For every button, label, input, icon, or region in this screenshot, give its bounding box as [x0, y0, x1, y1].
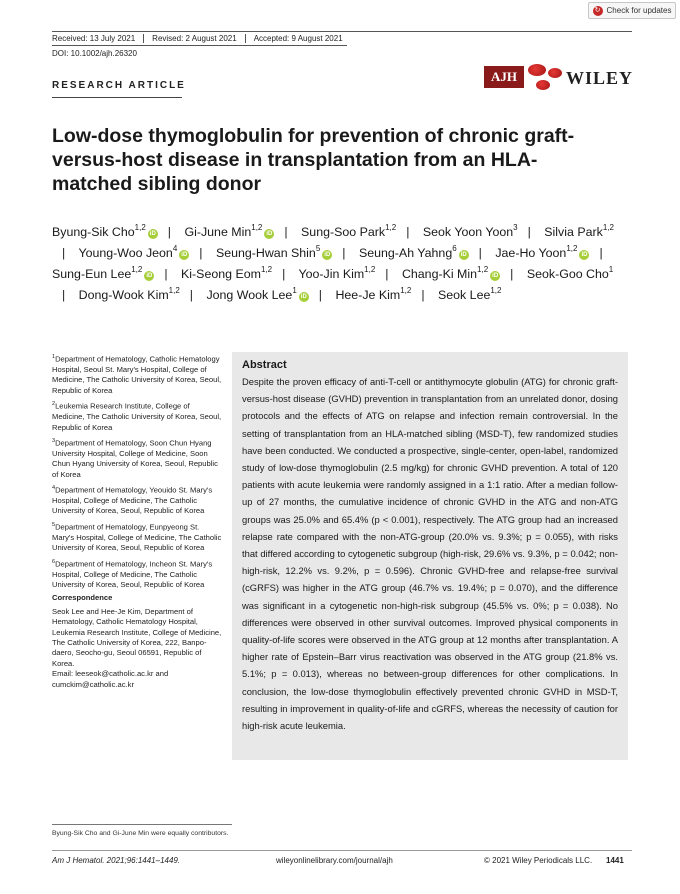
author-label: Silvia Park: [544, 225, 603, 239]
author-label: Seok-Goo Cho: [526, 267, 609, 281]
author-label: Jong Wook Lee: [206, 288, 293, 302]
correspondence-address: Seok Lee and Hee-Je Kim, Department of Hematology, Catholic Hematology Hospital, Leukemia Research Institute, College of Medicine, The Catholic University of Korea, 222, Banpo-daero, Seocho-gu, Seoul 06591, Republic of Korea.: [52, 606, 222, 668]
check-for-updates-label: Check for updates: [606, 6, 672, 15]
author-name: [52, 225, 158, 239]
author-name: [423, 225, 518, 239]
affiliation-text: Department of Hematology, Eunpyeong St. Mary's Hospital, College of Medicine, The Catholic University of Korea, Seoul, Republic of Korea: [52, 522, 222, 553]
blood-cell-icon: [548, 68, 562, 78]
author-affiliation-sup: 1: [292, 286, 297, 295]
author-label: Young-Woo Jeon: [78, 246, 173, 260]
author-affiliation-sup: 3: [513, 223, 518, 232]
author-name: [78, 246, 189, 260]
article-type: RESEARCH ARTICLE: [52, 80, 186, 91]
affiliation-sup: 6: [52, 558, 56, 565]
author-affiliation-sup: 5: [315, 244, 321, 253]
author-list: [52, 222, 632, 306]
author-affiliation-sup: 1,2: [385, 223, 397, 232]
author-affiliation-sup: 1,2: [364, 265, 376, 274]
orcid-icon[interactable]: iD: [324, 252, 331, 258]
author-affiliation-sup: 1,2: [602, 223, 614, 232]
abstract-box: [232, 352, 628, 760]
abstract-text: Despite the proven efficacy of anti-T-cell or antithymocyte globulin (ATG) for chronic graft-versus-host disease (GVHD) prevention in transplantation from an unrelated donor, dosing protocols and the effects of ATG on relapse and infection remain controversial. In the setting of transplantation from an HLA-matched sibling (MSD-T), few randomized studies have been conducted. We conducted a prospective, single-center, open-label, randomized study of low-dose thymoglobulin (2.5 mg/kg) for chronic GVHD prevention. A total of 120 patients with acute leukemia were randomly assigned in a 1:1 ratio. After a median follow-up of 27 months, the cumulative incidence of chronic GVHD in the ATG and non-ATG groups was 25.0% and 65.4% (p < 0.001), respectively. The ATG group had an increased relapse rate compared with the non-ATG-group (20.0% vs. 9.3%; p = 0.055), with risks that differed according to cytogenetic subgroup (high-risk, 29.6% vs. 9.3%, p = 0.042; non-high-risk, 12.2% vs. 9.2%, p = 0.596). Chronic GVHD-free and relapse-free survival (cGRFS) was higher in the ATG group (46.7% vs. 19.4%; p = 0.070), and the difference was significant in a cytogenetic non-high-risk subgroup (45.5% vs. 0%; p = 0.038). No differences were observed in other survival outcomes. Improved physical components in quality-of-life scores were observed in the ATG group at 12 months after transplantation. A higher rate of Epstein–Barr virus reactivation was observed in the ATG group (21.8% vs. 5.1%; p = 0.013), whereas no between-group differences for other complications. In conclusion, the low-dose thymoglobulin effectively prevented chronic GVHD in MSD-T, resulting in improvement in quality-of-life and cGRFS, whereas the necessity of caution for high-risk acute leukemia.: [242, 376, 618, 732]
received-date: Received: 13 July 2021: [52, 34, 136, 43]
affiliation-sup: 3: [52, 437, 56, 444]
orcid-icon[interactable]: iD: [146, 273, 153, 279]
accepted-date: Accepted: 9 August 2021: [245, 34, 351, 43]
author-separator: |: [318, 288, 323, 302]
author-separator: |: [282, 267, 286, 281]
footer-divider: [52, 850, 632, 851]
affiliation-item: [52, 557, 222, 591]
footnote-divider: [52, 824, 232, 825]
update-icon: ↻: [593, 6, 603, 16]
affiliation-item: [52, 436, 222, 480]
author-separator: |: [164, 267, 168, 281]
affiliation-item: [52, 352, 222, 396]
correspondence-email[interactable]: Email: leeseok@catholic.ac.kr and cumckim@catholic.ac.kr: [52, 669, 169, 689]
footnote: Byung-Sik Cho and Gi-June Min were equally contributors.: [52, 830, 229, 837]
dates-divider: [52, 45, 347, 46]
author-affiliation-sup: 1,2: [566, 244, 578, 253]
orcid-icon[interactable]: iD: [266, 231, 273, 237]
author-separator: |: [421, 288, 425, 302]
copyright: © 2021 Wiley Periodicals LLC.: [484, 856, 593, 865]
author-label: Seung-Hwan Shin: [215, 246, 316, 260]
author-label: Hee-Je Kim: [335, 288, 401, 302]
orcid-icon[interactable]: iD: [300, 294, 307, 300]
author-label: Seok Lee: [438, 288, 491, 302]
author-label: Jae-Ho Yoon: [495, 246, 567, 260]
author-separator: |: [199, 246, 203, 260]
affiliation-sup: 1: [52, 354, 56, 360]
affiliation-sup: 2: [52, 401, 56, 408]
author-label: Chang-Ki Min: [401, 267, 478, 281]
revised-date: Revised: 2 August 2021: [143, 34, 245, 43]
author-label: Yoo-Jin Kim: [298, 267, 365, 281]
ajh-logo: AJH: [484, 66, 524, 88]
author-name: [495, 246, 589, 260]
header-divider: [52, 31, 632, 32]
orcid-icon[interactable]: iD: [149, 231, 156, 237]
author-name: [52, 267, 154, 281]
author-name: [79, 288, 180, 302]
affiliations-column: [52, 352, 222, 690]
affiliation-text: Department of Hematology, Soon Chun Hyang University Hospital, College of Medicine, Soon Chun Hyang University of Korea, Seoul, Republic of Korea: [52, 438, 218, 479]
orcid-icon[interactable]: iD: [492, 273, 499, 279]
affiliation-text: Leukemia Research Institute, College of Medicine, The Catholic University of Korea, Seoul, Republic of Korea: [52, 401, 222, 432]
author-separator: |: [62, 288, 66, 302]
check-for-updates-button[interactable]: [588, 2, 676, 19]
author-separator: |: [406, 225, 410, 239]
author-name: [527, 267, 613, 281]
affiliation-item: [52, 483, 222, 517]
author-affiliation-sup: 1: [608, 265, 614, 274]
author-separator: |: [385, 267, 389, 281]
author-name: [206, 288, 308, 302]
affiliation-text: Department of Hematology, Catholic Hematology Hospital, Seoul St. Mary's Hospital, College of Medicine, The Catholic University of Korea, Seoul, Republic of Korea: [52, 354, 222, 395]
author-label: Byung-Sik Cho: [52, 225, 135, 239]
author-label: Sung-Soo Park: [301, 225, 386, 239]
correspondence-heading: Correspondence: [52, 593, 113, 603]
orcid-icon[interactable]: iD: [581, 252, 588, 258]
page-number: 1441: [606, 856, 624, 865]
author-affiliation-sup: 6: [452, 244, 457, 253]
citation: Am J Hematol. 2021;96:1441–1449.: [52, 856, 181, 865]
author-affiliation-sup: 1,2: [168, 286, 180, 295]
author-affiliation-sup: 1,2: [131, 265, 143, 274]
abstract-heading: Abstract: [242, 359, 287, 371]
article-dates: [52, 34, 351, 43]
author-name: [216, 246, 332, 260]
affiliation-item: [52, 520, 222, 554]
author-name: [438, 288, 501, 302]
author-affiliation-sup: 1,2: [490, 286, 502, 295]
author-separator: |: [527, 225, 531, 239]
affiliation-list: [52, 352, 222, 590]
blood-cell-icon: [536, 80, 550, 90]
article-title: Low-dose thymoglobulin for prevention of chronic graft-versus-host disease in transplantation from an HLA-matched sibling donor: [52, 125, 575, 195]
article-type-underline: [52, 97, 182, 98]
author-name: [335, 288, 411, 302]
affiliation-text: Department of Hematology, Incheon St. Mary's Hospital, College of Medicine, The Catholic University of Korea, Seoul, Republic of Korea: [52, 559, 213, 589]
author-label: Sung-Eun Lee: [52, 267, 132, 281]
author-separator: |: [342, 246, 346, 260]
author-name: [299, 267, 376, 281]
affiliation-sup: 5: [52, 521, 56, 528]
author-name: [181, 267, 272, 281]
author-affiliation-sup: 1,2: [251, 223, 263, 232]
author-label: Ki-Seong Eom: [181, 267, 261, 281]
author-name: [402, 267, 500, 281]
author-separator: |: [284, 225, 288, 239]
author-affiliation-sup: 1,2: [477, 265, 489, 274]
author-label: Dong-Wook Kim: [78, 288, 169, 302]
author-separator: |: [167, 225, 171, 239]
author-name: [301, 225, 396, 239]
author-separator: |: [599, 246, 603, 260]
author-affiliation-sup: 1,2: [400, 286, 412, 295]
blood-cell-icon: [528, 64, 546, 76]
journal-url[interactable]: wileyonlinelibrary.com/journal/ajh: [276, 856, 393, 865]
author-separator: |: [478, 246, 482, 260]
author-name: [359, 246, 469, 260]
author-affiliation-sup: 1,2: [260, 265, 273, 274]
author-separator: |: [62, 246, 66, 260]
author-separator: |: [510, 267, 514, 281]
author-name: [544, 225, 614, 239]
wiley-logo: WILEY: [566, 68, 634, 88]
author-label: Seung-Ah Yahng: [358, 246, 453, 260]
orcid-icon[interactable]: iD: [181, 252, 188, 258]
author-affiliation-sup: 1,2: [134, 223, 146, 232]
author-affiliation-sup: 4: [172, 244, 178, 253]
doi[interactable]: DOI: 10.1002/ajh.26320: [52, 49, 137, 58]
affiliation-sup: 4: [52, 485, 56, 492]
affiliation-item: [52, 399, 222, 433]
author-separator: |: [189, 288, 193, 302]
author-name: [184, 225, 274, 239]
affiliation-text: Department of Hematology, Yeouido St. Mary's Hospital, College of Medicine, The Catholic University of Korea, Seoul, Republic of Korea: [52, 485, 213, 516]
author-label: Gi-June Min: [184, 225, 252, 239]
orcid-icon[interactable]: iD: [460, 252, 467, 258]
author-label: Seok Yoon Yoon: [422, 225, 514, 239]
